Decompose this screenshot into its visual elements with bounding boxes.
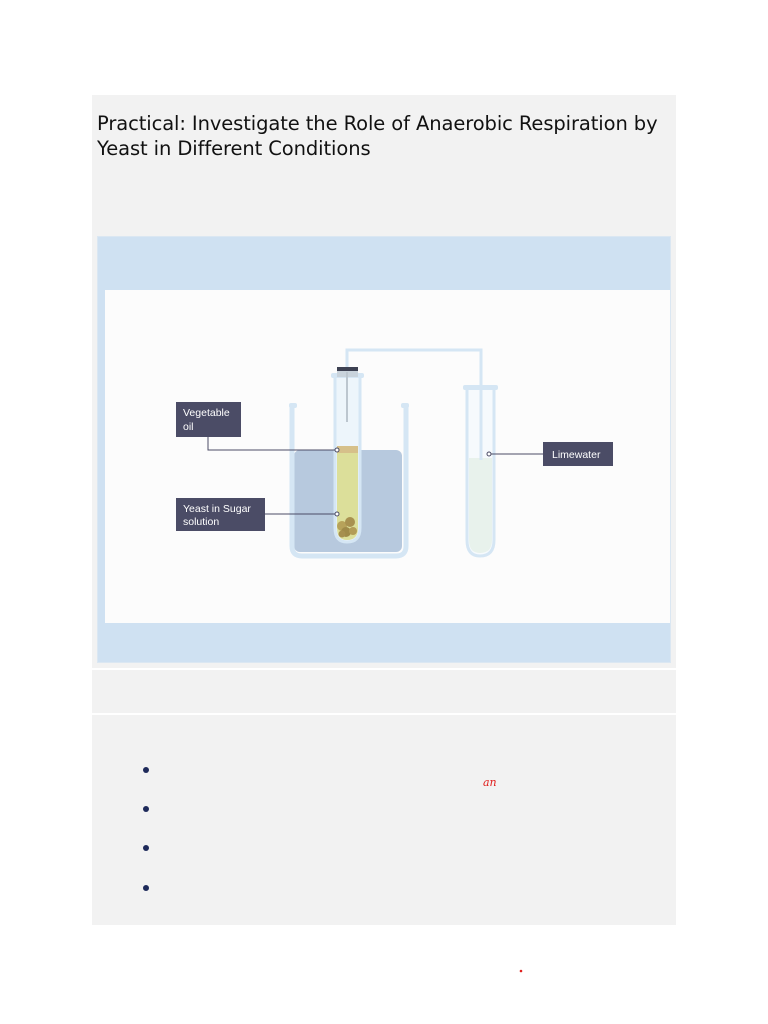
label-vegetable-oil-line2: oil xyxy=(183,421,194,433)
red-dot-mark xyxy=(520,970,523,973)
label-yeast-line1: Yeast in Sugar xyxy=(183,503,251,515)
label-limewater-text: Limewater xyxy=(552,449,601,461)
label-yeast-line2: solution xyxy=(183,516,220,528)
handwritten-note: an xyxy=(483,776,497,789)
page-title: Practical: Investigate the Role of Anaerobic Respiration by Yeast in Different Conditions xyxy=(97,112,658,160)
label-vegetable-oil-line1: Vegetable xyxy=(183,407,230,419)
